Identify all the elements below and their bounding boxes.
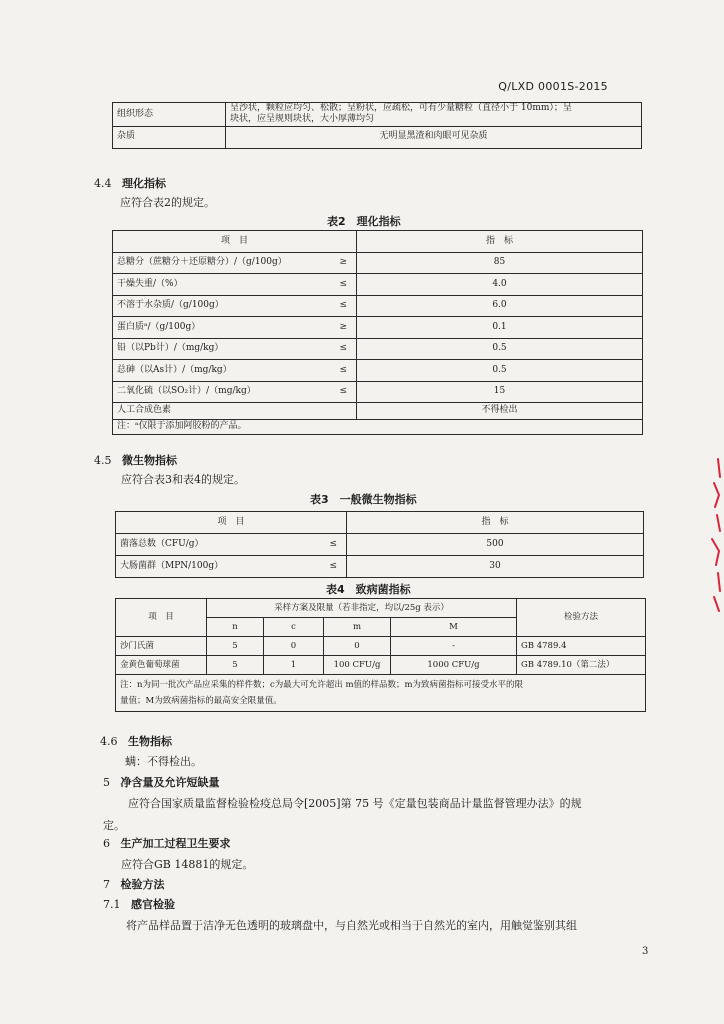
table-header-row bbox=[116, 599, 646, 618]
section-title: 感官检验 bbox=[131, 898, 175, 911]
table-cell: - bbox=[391, 637, 517, 656]
section-heading-4-5 bbox=[94, 452, 177, 468]
table-cell: 杂质 bbox=[113, 126, 226, 148]
table-cell: 干燥失重/（%） bbox=[113, 274, 331, 296]
section-title: 生产加工过程卫生要求 bbox=[120, 837, 231, 850]
value-cell: 6.0 bbox=[357, 295, 643, 317]
table-row bbox=[113, 317, 643, 339]
table-header-row bbox=[116, 512, 644, 534]
table-row bbox=[113, 295, 643, 317]
value-cell: 0.5 bbox=[357, 338, 643, 360]
section-number: 4.6 bbox=[100, 735, 118, 748]
section-title: 生物指标 bbox=[128, 735, 172, 748]
section-heading-4-6 bbox=[100, 733, 172, 749]
red-seal-fragment bbox=[708, 455, 722, 615]
section-text: 应符合国家质量监督检验检疫总局令[2005]第 75 号《定量包装商品计量监督管理办法》的规 bbox=[128, 797, 582, 810]
table-cell: 1000 CFU/g bbox=[391, 656, 517, 675]
section-title: 检验方法 bbox=[120, 878, 165, 891]
table-row bbox=[113, 403, 643, 420]
cell-line: 块状，应呈规则块状，大小厚薄均匀 bbox=[230, 114, 375, 125]
operator-cell: ≤ bbox=[331, 360, 357, 382]
header-cell: n bbox=[207, 618, 264, 637]
table-row bbox=[113, 381, 643, 403]
table4-caption: 表4 致病菌指标 bbox=[326, 583, 411, 596]
section-heading-5 bbox=[103, 774, 220, 790]
table-cell: 总糖分（蔗糖分＋还原糖分）/（g/100g） bbox=[113, 252, 331, 274]
table-cell: 二氧化硫（以SO₂计）/（mg/kg） bbox=[113, 381, 331, 403]
operator-cell: ≤ bbox=[331, 381, 357, 403]
value-cell: 85 bbox=[357, 252, 643, 274]
table-cell: 金黄色葡萄球菌 bbox=[116, 656, 207, 675]
table-row bbox=[113, 338, 643, 360]
operator-cell: ≤ bbox=[331, 274, 357, 296]
cell-line: 呈沙状，颗粒应均匀、松散；呈粉状，应疏松，可有少量糖粒（直径小于 10mm）；呈 bbox=[230, 103, 572, 113]
header-cell: 项 目 bbox=[116, 512, 347, 534]
header-cell: 检验方法 bbox=[517, 599, 646, 637]
operator-cell: ≤ bbox=[321, 534, 347, 556]
table-cell: GB 4789.10（第二法） bbox=[517, 656, 646, 675]
section-heading-6 bbox=[103, 835, 231, 851]
header-cell: 采样方案及限量（若非指定，均以/25g 表示） bbox=[207, 599, 517, 618]
table-row bbox=[116, 637, 646, 656]
value-cell: 500 bbox=[347, 534, 644, 556]
table-cell: 组织形态 bbox=[113, 103, 226, 127]
section-text: 应符合表3和表4的规定。 bbox=[121, 473, 245, 486]
table-cell: GB 4789.4 bbox=[517, 637, 646, 656]
section-heading-7 bbox=[103, 876, 165, 892]
table-cell: 不溶于水杂质/（g/100g） bbox=[113, 295, 331, 317]
page-number: 3 bbox=[642, 946, 649, 957]
section-text: 定。 bbox=[103, 819, 125, 832]
section-title: 理化指标 bbox=[122, 177, 166, 190]
value-cell: 30 bbox=[347, 556, 644, 578]
section-number: 7.1 bbox=[103, 898, 121, 911]
table-row bbox=[113, 274, 643, 296]
table-note: 注：ᵃ仅限于添加阿胶粉的产品。 bbox=[113, 420, 643, 435]
table-cell: 0 bbox=[264, 637, 324, 656]
standard-code: Q/LXD 0001S-2015 bbox=[498, 80, 608, 93]
note-line: 注：n为同一批次产品应采集的样件数；c为最大可允许超出 m值的样品数；m为致病菌指标可接受水平的限 bbox=[120, 679, 524, 690]
table-cell: 总砷（以As计）/（mg/kg） bbox=[113, 360, 331, 382]
section-title: 净含量及允许短缺量 bbox=[120, 776, 220, 789]
value-cell: 0.1 bbox=[357, 317, 643, 339]
pathogen-table bbox=[115, 598, 646, 712]
section-title: 微生物指标 bbox=[122, 454, 177, 467]
microbial-table bbox=[115, 511, 644, 578]
table-cell: 铅（以Pb计）/（mg/kg） bbox=[113, 338, 331, 360]
table-cell: 人工合成色素 bbox=[113, 403, 331, 420]
table-note bbox=[116, 675, 646, 712]
operator-cell bbox=[331, 403, 357, 420]
table-cell: 1 bbox=[264, 656, 324, 675]
header-cell: 项 目 bbox=[113, 231, 357, 253]
table-cell: 5 bbox=[207, 637, 264, 656]
section-text: 应符合GB 14881的规定。 bbox=[121, 858, 254, 871]
table-cell: 0 bbox=[324, 637, 391, 656]
operator-cell: ≥ bbox=[331, 252, 357, 274]
table-row bbox=[116, 656, 646, 675]
header-cell: 指 标 bbox=[347, 512, 644, 534]
header-cell: m bbox=[324, 618, 391, 637]
section-number: 5 bbox=[103, 776, 110, 789]
table-cell: 菌落总数（CFU/g） bbox=[116, 534, 321, 556]
table-header-row bbox=[113, 231, 643, 253]
section-number: 4.4 bbox=[94, 177, 112, 190]
value-cell: 15 bbox=[357, 381, 643, 403]
table-note-row bbox=[113, 420, 643, 435]
value-cell: 0.5 bbox=[357, 360, 643, 382]
note-line: 量值；M为致病菌指标的最高安全限量值。 bbox=[120, 696, 282, 706]
table-row bbox=[116, 534, 644, 556]
section-number: 7 bbox=[103, 878, 110, 891]
operator-cell: ≤ bbox=[321, 556, 347, 578]
section-heading-4-4 bbox=[94, 175, 166, 191]
sensory-table-continuation bbox=[112, 102, 642, 149]
table-row bbox=[113, 252, 643, 274]
physicochemical-table bbox=[112, 230, 643, 435]
table-cell: 5 bbox=[207, 656, 264, 675]
table-cell: 无明显黑渣和肉眼可见杂质 bbox=[226, 126, 642, 148]
section-text: 应符合表2的规定。 bbox=[120, 196, 215, 209]
table-row bbox=[116, 556, 644, 578]
operator-cell: ≤ bbox=[331, 295, 357, 317]
header-cell: M bbox=[391, 618, 517, 637]
section-heading-7-1 bbox=[103, 896, 175, 912]
table2-caption: 表2 理化指标 bbox=[327, 215, 401, 228]
table-cell: 大肠菌群（MPN/100g） bbox=[116, 556, 321, 578]
header-cell: c bbox=[264, 618, 324, 637]
section-number: 6 bbox=[103, 837, 110, 850]
table-cell: 100 CFU/g bbox=[324, 656, 391, 675]
table-row bbox=[113, 126, 642, 148]
table-cell: 沙门氏菌 bbox=[116, 637, 207, 656]
section-text: 将产品样品置于洁净无色透明的玻璃盘中，与自然光或相当于自然光的室内，用触觉鉴别其组 bbox=[126, 919, 577, 932]
header-cell: 指 标 bbox=[357, 231, 643, 253]
table-cell bbox=[226, 103, 642, 127]
section-text: 螨：不得检出。 bbox=[125, 755, 202, 768]
operator-cell: ≥ bbox=[331, 317, 357, 339]
value-cell: 不得检出 bbox=[357, 403, 643, 420]
operator-cell: ≤ bbox=[331, 338, 357, 360]
header-cell: 项 目 bbox=[116, 599, 207, 637]
table-row bbox=[113, 360, 643, 382]
value-cell: 4.0 bbox=[357, 274, 643, 296]
table-note-row bbox=[116, 675, 646, 712]
table3-caption: 表3 一般微生物指标 bbox=[310, 493, 417, 506]
table-row bbox=[113, 103, 642, 127]
section-number: 4.5 bbox=[94, 454, 112, 467]
table-cell: 蛋白质ᵃ/（g/100g） bbox=[113, 317, 331, 339]
